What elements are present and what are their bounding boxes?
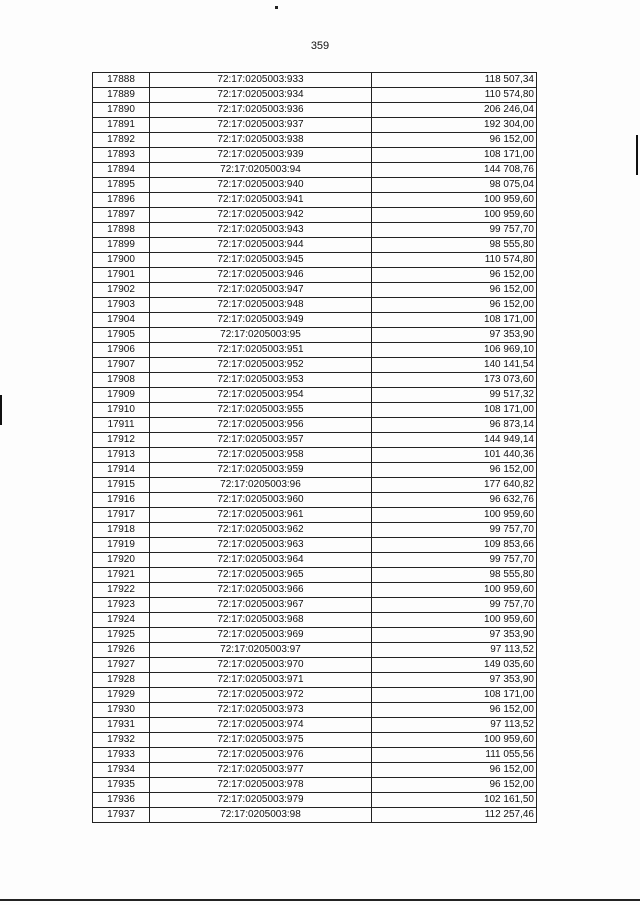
row-number-cell: 17935 xyxy=(93,778,150,793)
value-cell: 98 555,80 xyxy=(372,238,537,253)
cadastral-number-cell: 72:17:0205003:960 xyxy=(150,493,372,508)
cadastral-number-cell: 72:17:0205003:961 xyxy=(150,508,372,523)
row-number-cell: 17910 xyxy=(93,403,150,418)
row-number-cell: 17916 xyxy=(93,493,150,508)
table-row xyxy=(93,73,537,88)
page-number: 359 xyxy=(310,40,330,52)
cadastral-number-cell: 72:17:0205003:954 xyxy=(150,388,372,403)
cadastral-number-cell: 72:17:0205003:956 xyxy=(150,418,372,433)
row-number-cell: 17906 xyxy=(93,343,150,358)
scan-bottom-edge xyxy=(0,899,640,901)
value-cell: 109 853,66 xyxy=(372,538,537,553)
table-row xyxy=(93,463,537,478)
table-row xyxy=(93,283,537,298)
table-row xyxy=(93,358,537,373)
row-number-cell: 17934 xyxy=(93,763,150,778)
row-number-cell: 17903 xyxy=(93,298,150,313)
cadastral-number-cell: 72:17:0205003:967 xyxy=(150,598,372,613)
value-cell: 96 152,00 xyxy=(372,298,537,313)
row-number-cell: 17907 xyxy=(93,358,150,373)
row-number-cell: 17932 xyxy=(93,733,150,748)
value-cell: 100 959,60 xyxy=(372,208,537,223)
table-row xyxy=(93,793,537,808)
row-number-cell: 17915 xyxy=(93,478,150,493)
row-number-cell: 17927 xyxy=(93,658,150,673)
value-cell: 97 113,52 xyxy=(372,718,537,733)
value-cell: 140 141,54 xyxy=(372,358,537,373)
row-number-cell: 17894 xyxy=(93,163,150,178)
value-cell: 97 353,90 xyxy=(372,328,537,343)
table-row xyxy=(93,778,537,793)
table-row xyxy=(93,253,537,268)
value-cell: 110 574,80 xyxy=(372,253,537,268)
value-cell: 108 171,00 xyxy=(372,403,537,418)
table-row xyxy=(93,598,537,613)
cadastral-number-cell: 72:17:0205003:96 xyxy=(150,478,372,493)
value-cell: 99 757,70 xyxy=(372,223,537,238)
cadastral-number-cell: 72:17:0205003:977 xyxy=(150,763,372,778)
cadastral-number-cell: 72:17:0205003:966 xyxy=(150,583,372,598)
cadastral-number-cell: 72:17:0205003:941 xyxy=(150,193,372,208)
value-cell: 96 152,00 xyxy=(372,133,537,148)
cadastral-number-cell: 72:17:0205003:952 xyxy=(150,358,372,373)
cadastral-number-cell: 72:17:0205003:95 xyxy=(150,328,372,343)
value-cell: 96 873,14 xyxy=(372,418,537,433)
value-cell: 108 171,00 xyxy=(372,313,537,328)
row-number-cell: 17920 xyxy=(93,553,150,568)
cadastral-number-cell: 72:17:0205003:973 xyxy=(150,703,372,718)
cadastral-number-cell: 72:17:0205003:958 xyxy=(150,448,372,463)
row-number-cell: 17905 xyxy=(93,328,150,343)
value-cell: 96 632,76 xyxy=(372,493,537,508)
table-row xyxy=(93,433,537,448)
table-row xyxy=(93,118,537,133)
row-number-cell: 17891 xyxy=(93,118,150,133)
value-cell: 96 152,00 xyxy=(372,778,537,793)
table-row xyxy=(93,403,537,418)
table-row xyxy=(93,103,537,118)
table-row xyxy=(93,493,537,508)
cadastral-number-cell: 72:17:0205003:962 xyxy=(150,523,372,538)
cadastral-number-cell: 72:17:0205003:955 xyxy=(150,403,372,418)
value-cell: 97 113,52 xyxy=(372,643,537,658)
cadastral-number-cell: 72:17:0205003:98 xyxy=(150,808,372,823)
table-row xyxy=(93,583,537,598)
row-number-cell: 17912 xyxy=(93,433,150,448)
row-number-cell: 17889 xyxy=(93,88,150,103)
row-number-cell: 17931 xyxy=(93,718,150,733)
registry-table xyxy=(92,72,537,823)
cadastral-number-cell: 72:17:0205003:965 xyxy=(150,568,372,583)
table-row xyxy=(93,613,537,628)
table-row xyxy=(93,448,537,463)
value-cell: 144 708,76 xyxy=(372,163,537,178)
row-number-cell: 17890 xyxy=(93,103,150,118)
row-number-cell: 17911 xyxy=(93,418,150,433)
row-number-cell: 17899 xyxy=(93,238,150,253)
value-cell: 149 035,60 xyxy=(372,658,537,673)
row-number-cell: 17909 xyxy=(93,388,150,403)
table-row xyxy=(93,388,537,403)
value-cell: 206 246,04 xyxy=(372,103,537,118)
value-cell: 112 257,46 xyxy=(372,808,537,823)
registry-table-body xyxy=(93,73,537,823)
cadastral-number-cell: 72:17:0205003:976 xyxy=(150,748,372,763)
cadastral-number-cell: 72:17:0205003:979 xyxy=(150,793,372,808)
cadastral-number-cell: 72:17:0205003:970 xyxy=(150,658,372,673)
value-cell: 96 152,00 xyxy=(372,703,537,718)
row-number-cell: 17924 xyxy=(93,613,150,628)
table-row xyxy=(93,808,537,823)
table-row xyxy=(93,223,537,238)
row-number-cell: 17900 xyxy=(93,253,150,268)
value-cell: 99 517,32 xyxy=(372,388,537,403)
cadastral-number-cell: 72:17:0205003:959 xyxy=(150,463,372,478)
cadastral-number-cell: 72:17:0205003:934 xyxy=(150,88,372,103)
row-number-cell: 17933 xyxy=(93,748,150,763)
row-number-cell: 17892 xyxy=(93,133,150,148)
cadastral-number-cell: 72:17:0205003:978 xyxy=(150,778,372,793)
row-number-cell: 17928 xyxy=(93,673,150,688)
cadastral-number-cell: 72:17:0205003:971 xyxy=(150,673,372,688)
table-row xyxy=(93,763,537,778)
table-row xyxy=(93,523,537,538)
table-row xyxy=(93,313,537,328)
value-cell: 144 949,14 xyxy=(372,433,537,448)
row-number-cell: 17919 xyxy=(93,538,150,553)
value-cell: 97 353,90 xyxy=(372,628,537,643)
cadastral-number-cell: 72:17:0205003:964 xyxy=(150,553,372,568)
value-cell: 173 073,60 xyxy=(372,373,537,388)
value-cell: 99 757,70 xyxy=(372,598,537,613)
row-number-cell: 17926 xyxy=(93,643,150,658)
value-cell: 98 555,80 xyxy=(372,568,537,583)
cadastral-number-cell: 72:17:0205003:94 xyxy=(150,163,372,178)
table-row xyxy=(93,553,537,568)
value-cell: 96 152,00 xyxy=(372,283,537,298)
row-number-cell: 17921 xyxy=(93,568,150,583)
cadastral-number-cell: 72:17:0205003:974 xyxy=(150,718,372,733)
table-row xyxy=(93,508,537,523)
cadastral-number-cell: 72:17:0205003:969 xyxy=(150,628,372,643)
table-row xyxy=(93,418,537,433)
row-number-cell: 17923 xyxy=(93,598,150,613)
table-row xyxy=(93,343,537,358)
row-number-cell: 17904 xyxy=(93,313,150,328)
row-number-cell: 17893 xyxy=(93,148,150,163)
value-cell: 100 959,60 xyxy=(372,613,537,628)
row-number-cell: 17918 xyxy=(93,523,150,538)
row-number-cell: 17930 xyxy=(93,703,150,718)
scan-edge-left-mark xyxy=(0,395,2,425)
table-row xyxy=(93,373,537,388)
row-number-cell: 17898 xyxy=(93,223,150,238)
cadastral-number-cell: 72:17:0205003:944 xyxy=(150,238,372,253)
cadastral-number-cell: 72:17:0205003:947 xyxy=(150,283,372,298)
table-row xyxy=(93,478,537,493)
cadastral-number-cell: 72:17:0205003:951 xyxy=(150,343,372,358)
cadastral-number-cell: 72:17:0205003:938 xyxy=(150,133,372,148)
table-row xyxy=(93,88,537,103)
value-cell: 100 959,60 xyxy=(372,193,537,208)
cadastral-number-cell: 72:17:0205003:953 xyxy=(150,373,372,388)
value-cell: 100 959,60 xyxy=(372,583,537,598)
row-number-cell: 17902 xyxy=(93,283,150,298)
value-cell: 98 075,04 xyxy=(372,178,537,193)
row-number-cell: 17908 xyxy=(93,373,150,388)
cadastral-number-cell: 72:17:0205003:940 xyxy=(150,178,372,193)
value-cell: 100 959,60 xyxy=(372,508,537,523)
table-row xyxy=(93,658,537,673)
value-cell: 110 574,80 xyxy=(372,88,537,103)
row-number-cell: 17895 xyxy=(93,178,150,193)
cadastral-number-cell: 72:17:0205003:937 xyxy=(150,118,372,133)
table-row xyxy=(93,268,537,283)
row-number-cell: 17901 xyxy=(93,268,150,283)
cadastral-number-cell: 72:17:0205003:942 xyxy=(150,208,372,223)
row-number-cell: 17917 xyxy=(93,508,150,523)
value-cell: 96 152,00 xyxy=(372,463,537,478)
value-cell: 106 969,10 xyxy=(372,343,537,358)
value-cell: 192 304,00 xyxy=(372,118,537,133)
scan-edge-right-mark xyxy=(636,135,638,175)
value-cell: 96 152,00 xyxy=(372,763,537,778)
table-row xyxy=(93,148,537,163)
table-row xyxy=(93,688,537,703)
table-row xyxy=(93,628,537,643)
cadastral-number-cell: 72:17:0205003:939 xyxy=(150,148,372,163)
row-number-cell: 17896 xyxy=(93,193,150,208)
value-cell: 111 055,56 xyxy=(372,748,537,763)
cadastral-number-cell: 72:17:0205003:946 xyxy=(150,268,372,283)
table-row xyxy=(93,298,537,313)
value-cell: 101 440,36 xyxy=(372,448,537,463)
row-number-cell: 17922 xyxy=(93,583,150,598)
table-row xyxy=(93,703,537,718)
row-number-cell: 17936 xyxy=(93,793,150,808)
value-cell: 100 959,60 xyxy=(372,733,537,748)
value-cell: 108 171,00 xyxy=(372,688,537,703)
row-number-cell: 17913 xyxy=(93,448,150,463)
table-row xyxy=(93,178,537,193)
table-row xyxy=(93,538,537,553)
cadastral-number-cell: 72:17:0205003:948 xyxy=(150,298,372,313)
table-row xyxy=(93,163,537,178)
cadastral-number-cell: 72:17:0205003:949 xyxy=(150,313,372,328)
value-cell: 102 161,50 xyxy=(372,793,537,808)
cadastral-number-cell: 72:17:0205003:972 xyxy=(150,688,372,703)
value-cell: 99 757,70 xyxy=(372,523,537,538)
cadastral-number-cell: 72:17:0205003:975 xyxy=(150,733,372,748)
value-cell: 97 353,90 xyxy=(372,673,537,688)
table-row xyxy=(93,568,537,583)
table-row xyxy=(93,133,537,148)
table-row xyxy=(93,733,537,748)
cadastral-number-cell: 72:17:0205003:957 xyxy=(150,433,372,448)
table-row xyxy=(93,238,537,253)
table-row xyxy=(93,718,537,733)
value-cell: 118 507,34 xyxy=(372,73,537,88)
row-number-cell: 17929 xyxy=(93,688,150,703)
table-row xyxy=(93,193,537,208)
cadastral-number-cell: 72:17:0205003:943 xyxy=(150,223,372,238)
table-row xyxy=(93,328,537,343)
value-cell: 108 171,00 xyxy=(372,148,537,163)
table-row xyxy=(93,673,537,688)
cadastral-number-cell: 72:17:0205003:936 xyxy=(150,103,372,118)
row-number-cell: 17937 xyxy=(93,808,150,823)
table-row xyxy=(93,208,537,223)
cadastral-number-cell: 72:17:0205003:945 xyxy=(150,253,372,268)
row-number-cell: 17914 xyxy=(93,463,150,478)
table-row xyxy=(93,643,537,658)
table-row xyxy=(93,748,537,763)
scan-speck xyxy=(275,6,278,9)
cadastral-number-cell: 72:17:0205003:968 xyxy=(150,613,372,628)
value-cell: 177 640,82 xyxy=(372,478,537,493)
row-number-cell: 17925 xyxy=(93,628,150,643)
cadastral-number-cell: 72:17:0205003:963 xyxy=(150,538,372,553)
value-cell: 96 152,00 xyxy=(372,268,537,283)
row-number-cell: 17897 xyxy=(93,208,150,223)
cadastral-number-cell: 72:17:0205003:97 xyxy=(150,643,372,658)
value-cell: 99 757,70 xyxy=(372,553,537,568)
row-number-cell: 17888 xyxy=(93,73,150,88)
cadastral-number-cell: 72:17:0205003:933 xyxy=(150,73,372,88)
